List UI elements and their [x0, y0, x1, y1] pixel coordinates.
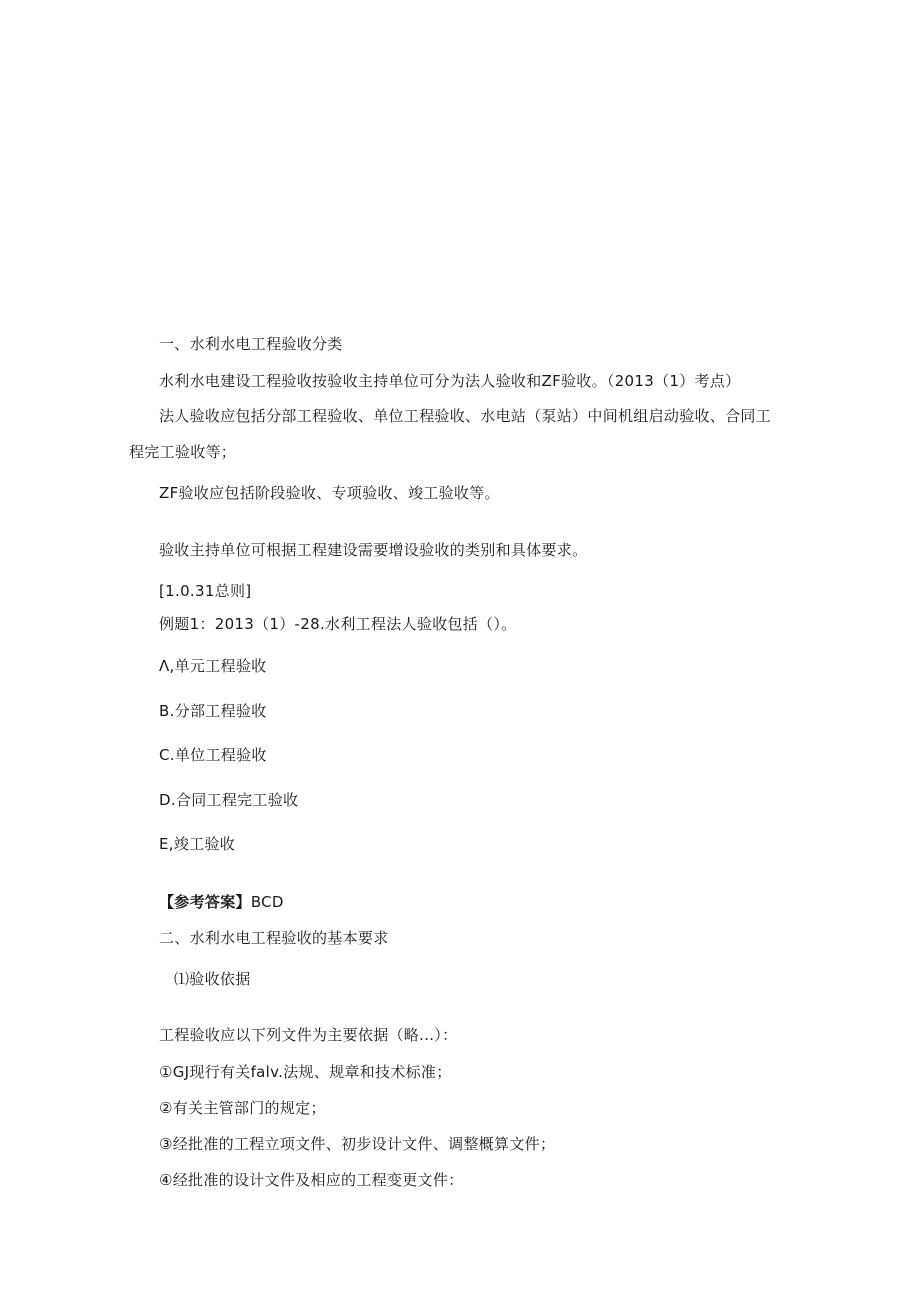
answer-value: BCD: [250, 893, 284, 911]
section2-heading: 二、水利水电工程验收的基本要求: [159, 929, 389, 947]
subsection-acceptance-basis: ⑴验收依据: [174, 970, 251, 988]
option-e: E,竣工验收: [159, 835, 236, 853]
basis-item-3: ③经批准的工程立项文件、初步设计文件、调整概算文件；: [159, 1135, 556, 1153]
option-b: B.分部工程验收: [159, 702, 267, 720]
paragraph-additional-acceptance: 验收主持单位可根据工程建设需要增设验收的类别和具体要求。: [159, 541, 588, 559]
basis-item-2: ②有关主管部门的规定；: [159, 1099, 326, 1117]
paragraph-acceptance-classification: 水利水电建设工程验收按验收主持单位可分为法人验收和ZF验收。（2013（1）考点）: [159, 372, 741, 390]
section1-heading: 一、水利水电工程验收分类: [159, 335, 343, 353]
paragraph-government-acceptance: ZF验收应包括阶段验收、专项验收、竣工验收等。: [159, 484, 500, 502]
reference-answer: [159, 892, 284, 912]
basis-item-4: ④经批准的设计文件及相应的工程变更文件：: [159, 1171, 464, 1189]
example-question: 例题1：2013（1）-28.水利工程法人验收包括（）。: [159, 615, 517, 633]
option-a: Λ,单元工程验收: [159, 657, 267, 675]
answer-label: 【参考答案】: [159, 893, 251, 911]
paragraph-legal-person-acceptance-line2: 程完工验收等；: [129, 443, 237, 461]
option-d: D.合同工程完工验收: [159, 791, 299, 809]
reference-citation: [1.0.31总则]: [159, 582, 252, 600]
paragraph-legal-person-acceptance-line1: 法人验收应包括分部工程验收、单位工程验收、水电站（泵站）中间机组启动验收、合同工: [159, 407, 772, 425]
basis-item-1: ①GJ现行有关falv.法规、规章和技术标准；: [159, 1063, 452, 1081]
option-c: C.单位工程验收: [159, 746, 267, 764]
acceptance-basis-intro: 工程验收应以下列文件为主要依据（略...）：: [159, 1026, 458, 1044]
